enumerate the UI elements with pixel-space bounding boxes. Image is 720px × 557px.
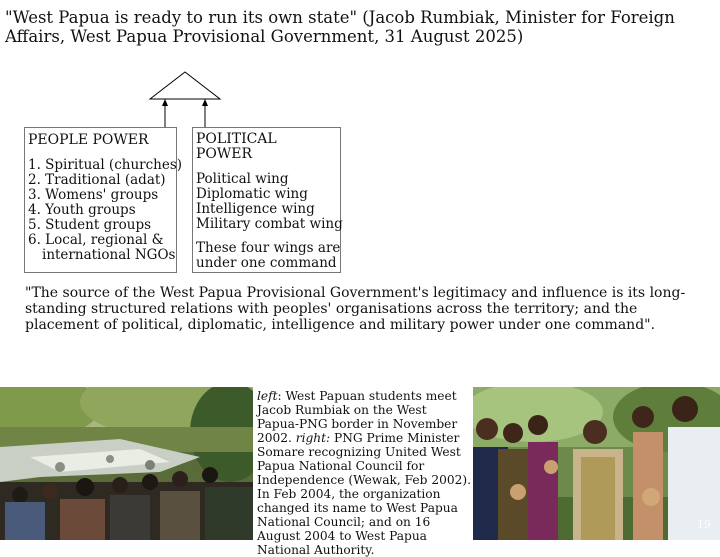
caption-right-text: PNG Prime Minister Somare recognizing United West Papua National Council for Independence (Wewak, Feb 2002). In Feb 2004, the organization changed its name to West Papua National Council; and on 16 August 2004 to West Papua National Authority. bbox=[257, 431, 471, 557]
wings-command-note: These four wings are bbox=[196, 240, 341, 256]
people-power-item: international NGOs bbox=[42, 247, 176, 263]
people-power-item: 1. Spiritual (churches) bbox=[28, 157, 183, 173]
political-wing-item: Intelligence wing bbox=[196, 201, 315, 217]
political-power-heading: POLITICAL POWER bbox=[196, 131, 277, 162]
political-power-arrowhead bbox=[202, 99, 208, 106]
somare-recognition-photo bbox=[473, 387, 720, 540]
political-wing-item: Political wing bbox=[196, 171, 289, 187]
people-power-item: 5. Student groups bbox=[28, 217, 152, 233]
caption-left-label: left bbox=[257, 389, 278, 403]
legitimacy-quote: "The source of the West Papua Provisional Government's legitimacy and influence is its long-standing structured relations with peoples' organisations across the territory; and the placement of political, diplomatic, intelligence and military power under one command". bbox=[25, 285, 686, 333]
wings-command-note: under one command bbox=[196, 255, 337, 271]
command-triangle-diagram bbox=[148, 70, 224, 128]
slide-title: "West Papua is ready to run its own state" (Jacob Rumbiak, Minister for Foreign Affairs, West Papua Provisional Government, 31 August 2025) bbox=[5, 8, 675, 46]
page-number: 19 bbox=[697, 518, 711, 531]
people-power-item: 3. Womens' groups bbox=[28, 187, 159, 203]
people-power-item: 4. Youth groups bbox=[28, 202, 136, 218]
students-at-border-photo bbox=[0, 387, 253, 540]
political-power-box bbox=[192, 127, 341, 273]
command-triangle bbox=[150, 72, 220, 99]
people-power-heading: PEOPLE POWER bbox=[28, 132, 149, 148]
photo-caption bbox=[257, 389, 471, 557]
people-power-box bbox=[24, 127, 183, 273]
people-power-item: 6. Local, regional & bbox=[28, 232, 164, 248]
political-wing-item: Diplomatic wing bbox=[196, 186, 308, 202]
people-power-item: 2. Traditional (adat) bbox=[28, 172, 166, 188]
political-wing-item: Military combat wing bbox=[196, 216, 343, 232]
caption-right-label: right: bbox=[295, 431, 331, 445]
caption-left-text: : West Papuan students meet Jacob Rumbiak on the West Papua-PNG border in November 2002. bbox=[257, 389, 458, 445]
people-power-arrowhead bbox=[162, 99, 168, 106]
